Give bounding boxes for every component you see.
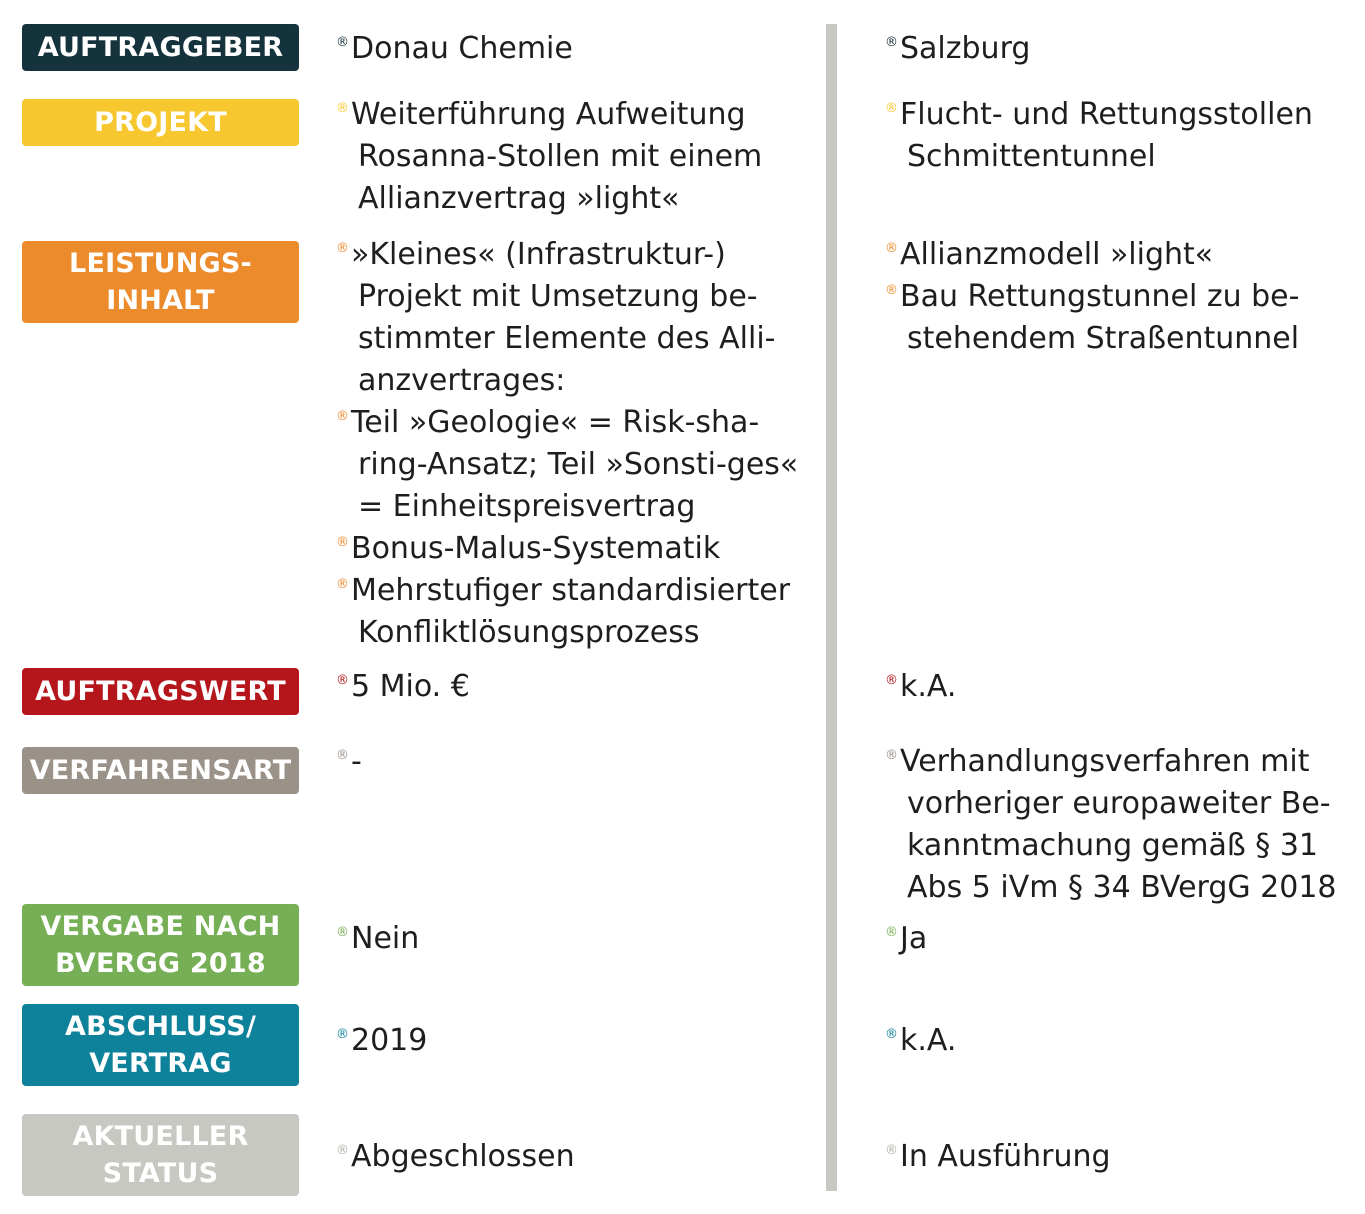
registered-icon: ® [336,1143,349,1158]
registered-icon: ® [336,241,349,256]
vergabe-col1 [322,918,817,960]
registered-icon: ® [885,101,898,116]
list-item: ®Ja [885,921,928,956]
list-item: ®k.A. [885,669,957,704]
label-text: AUFTRAGGEBER [37,32,284,63]
abschluss-col2 [871,1020,1359,1062]
label-text: VERFAHRENSART [29,755,292,786]
registered-icon: ® [885,673,898,688]
registered-icon: ® [336,577,349,592]
list-item: ®Allianzmodell »light« [885,237,1214,272]
label-text: AUFTRAGSWERT [35,676,286,707]
registered-icon: ® [885,241,898,256]
list-item: ®Weiterführung Aufweitung Rosanna-Stollen mit einem Allianzvertrag »light« [336,97,763,216]
registered-icon: ® [336,1027,349,1042]
label-leistungsinhalt [22,241,299,323]
registered-icon: ® [336,925,349,940]
auftragswert-col2 [871,666,1359,708]
label-text: BVERGG 2018 [55,948,266,979]
list-item: ®Verhandlungsverfahren mit vorheriger europaweiter Be-kanntmachung gemäß § 31 Abs 5 iVm § 34 BVergG 2018 [885,744,1337,905]
label-text: VERTRAG [89,1048,232,1079]
label-auftragswert [22,668,299,715]
list-item: ®k.A. [885,1023,957,1058]
registered-icon: ® [885,35,898,50]
list-item: ®Teil »Geologie« = Risk-sha-ring-Ansatz; Teil »Sonsti-ges« = Einheitspreisvertrag [336,405,799,524]
list-item: ®Bau Rettungstunnel zu be-stehendem Straßentunnel [885,279,1300,356]
registered-icon: ® [336,535,349,550]
registered-icon: ® [885,1027,898,1042]
label-text: LEISTUNGS- [69,248,252,279]
label-text: VERGABE NACH [40,911,281,942]
list-item: ®Flucht- und Rettungsstollen Schmittentunnel [885,97,1313,174]
list-item: ®5 Mio. € [336,669,470,704]
registered-icon: ® [336,673,349,688]
registered-icon: ® [885,925,898,940]
list-item: ®Bonus-Malus-Systematik [336,531,721,566]
list-item: ®»Kleines« (Infrastruktur-) Projekt mit Umsetzung be-stimmter Elemente des Alli-anzvertrages: [336,237,776,398]
label-text: INHALT [106,285,215,316]
status-col1 [322,1136,817,1178]
label-status [22,1114,299,1196]
list-item: ®- [336,744,362,779]
label-text: PROJEKT [94,107,227,138]
registered-icon: ® [336,409,349,424]
abschluss-col1 [322,1020,817,1062]
verfahrensart-col1 [322,741,817,783]
status-col2 [871,1136,1359,1178]
label-text: ABSCHLUSS/ [64,1011,257,1042]
auftraggeber-col2 [871,28,1359,70]
list-item: ®Donau Chemie [336,31,573,66]
projekt-col1 [322,94,817,220]
list-item: ®In Ausführung [885,1139,1111,1174]
registered-icon: ® [336,748,349,763]
column-divider [826,24,837,1191]
list-item: ®Abgeschlossen [336,1139,575,1174]
auftragswert-col1 [322,666,817,708]
label-abschluss [22,1004,299,1086]
verfahrensart-col2 [871,741,1359,909]
auftraggeber-col1 [322,28,817,70]
registered-icon: ® [885,283,898,298]
vergabe-col2 [871,918,1359,960]
registered-icon: ® [336,35,349,50]
label-projekt [22,99,299,146]
registered-icon: ® [336,101,349,116]
registered-icon: ® [885,1143,898,1158]
leistungsinhalt-col2 [871,234,1359,360]
list-item: ®Salzburg [885,31,1031,66]
label-verfahrensart [22,747,299,794]
list-item: ®Nein [336,921,420,956]
list-item: ®2019 [336,1023,428,1058]
label-text: STATUS [102,1158,219,1189]
registered-icon: ® [885,748,898,763]
list-item: ®Mehrstufiger standardisierter Konfliktlösungsprozess [336,573,791,650]
label-vergabe [22,904,299,986]
label-auftraggeber [22,24,299,71]
label-text: AKTUELLER [72,1121,249,1152]
projekt-col2 [871,94,1359,178]
leistungsinhalt-col1 [322,234,817,654]
